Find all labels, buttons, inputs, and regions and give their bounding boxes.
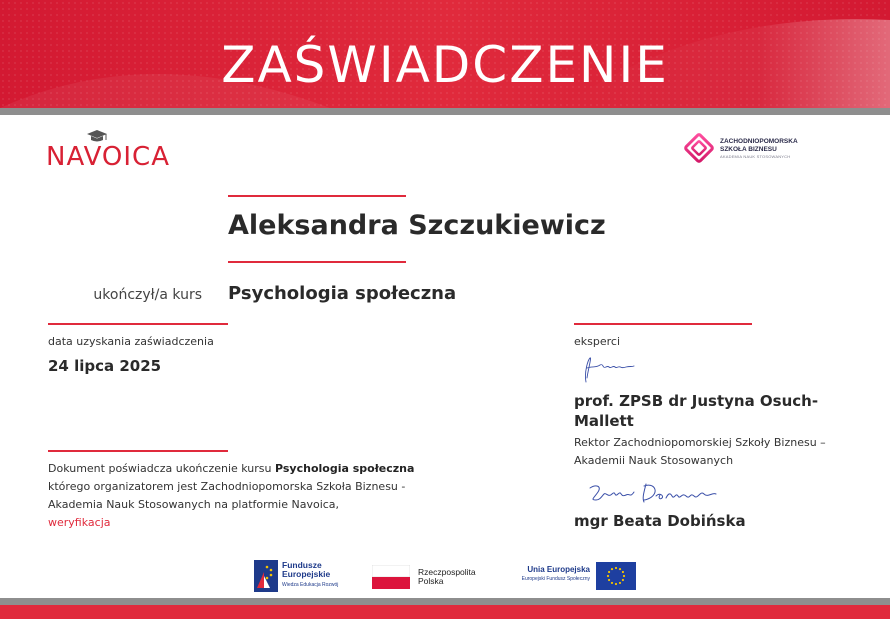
zpsb-name-line1: ZACHODNIOPOMORSKA <box>720 138 798 145</box>
description-prefix: Dokument poświadcza ukończenie kursu <box>48 462 276 475</box>
footer-stripe-grey <box>0 598 890 605</box>
navoica-logo <box>46 128 181 170</box>
description-suffix: którego organizatorem jest Zachodniopomorska Szkoła Biznesu - Akademia Nauk Stosowanych na platformie Navoica, <box>48 480 406 511</box>
header-stripe <box>0 108 890 115</box>
recipient-name: Aleksandra Szczukiewicz <box>228 210 606 241</box>
recipient-rule-top <box>228 195 406 197</box>
eu-star-icon <box>611 568 613 570</box>
rzeczpospolita-polska-logo <box>372 563 492 591</box>
description-course: Psychologia społeczna <box>275 462 415 475</box>
footer-stripe-red <box>0 605 890 619</box>
eu-star-icon <box>619 582 621 584</box>
header-banner <box>0 0 890 108</box>
polish-flag-icon <box>372 565 410 589</box>
description-text <box>48 460 448 532</box>
completed-label: ukończył/a kurs <box>93 287 202 303</box>
expert-2-name: mgr Beata Dobińska <box>574 512 746 530</box>
recipient-rule-bottom <box>228 261 406 263</box>
fundusze-europejskie-name <box>282 561 330 579</box>
eu-star-icon <box>608 579 610 581</box>
eu-star-icon <box>607 575 609 577</box>
eu-star-icon <box>622 579 624 581</box>
eu-star-icon <box>608 571 610 573</box>
zpsb-subtitle: AKADEMIA NAUK STOSOWANYCH <box>720 154 791 159</box>
description-rule <box>48 450 228 452</box>
verification-link[interactable]: weryfikacja <box>48 516 111 529</box>
experts-rule <box>574 323 752 325</box>
zpsb-emblem-icon <box>682 130 716 166</box>
fundusze-europejskie-subtitle: Wiedza Edukacja Rozwój <box>282 582 339 588</box>
fe-line2: Europejskie <box>282 569 331 579</box>
zpsb-name-line2: SZKOŁA BIZNESU <box>720 145 777 153</box>
fe-line1: Fundusze <box>282 560 322 570</box>
eu-star-icon <box>615 567 617 569</box>
eu-star-icon <box>623 575 625 577</box>
eu-star-icon <box>622 571 624 573</box>
eu-star-icon <box>611 582 613 584</box>
zpsb-logo <box>682 130 802 166</box>
fundusze-europejskie-icon <box>254 560 278 592</box>
fundusze-europejskie-logo <box>254 560 364 592</box>
date-rule <box>48 323 228 325</box>
unia-europejska-logo <box>506 562 638 594</box>
rp-line2: Polska <box>418 576 444 586</box>
navoica-wordmark: NAVOICA <box>46 142 170 172</box>
eu-star-icon <box>619 568 621 570</box>
certificate-title: ZAŚWIADCZENIE <box>221 36 669 94</box>
unia-europejska-subtitle: Europejski Fundusz Społeczny <box>521 576 590 582</box>
rzeczpospolita-polska-name <box>418 568 476 586</box>
signature-dobinska <box>586 478 721 508</box>
course-name: Psychologia społeczna <box>228 283 457 304</box>
expert-1-name: prof. ZPSB dr Justyna Osuch-Mallett <box>574 392 819 430</box>
zpsb-name <box>720 138 798 153</box>
rp-line1: Rzeczpospolita <box>418 567 476 577</box>
date-value: 24 lipca 2025 <box>48 357 162 375</box>
date-label: data uzyskania zaświadczenia <box>48 335 214 348</box>
unia-europejska-name: Unia Europejska <box>527 565 590 574</box>
expert-1-role: Rektor Zachodniopomorskiej Szkoły Biznesu – Akademii Nauk Stosowanych <box>574 436 826 467</box>
signature-osuch-mallett <box>578 352 638 388</box>
eu-star-icon <box>615 583 617 585</box>
experts-label: eksperci <box>574 335 621 348</box>
eu-flag-icon <box>596 562 636 590</box>
